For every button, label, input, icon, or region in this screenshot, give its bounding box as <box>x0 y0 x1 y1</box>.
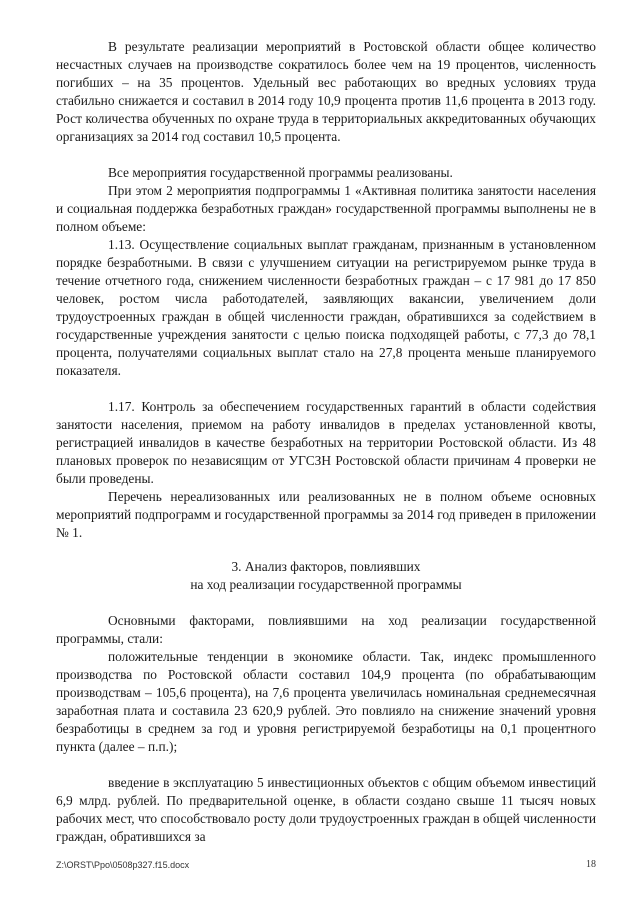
paragraph-factors-intro: Основными факторами, повлиявшими на ход реализации государственной программы, стали: <box>56 613 596 646</box>
section-heading-line1: 3. Анализ факторов, повлиявших <box>231 559 421 574</box>
footer-file-path: Z:\ORST\Ppo\0508p327.f15.docx <box>56 860 190 870</box>
paragraph-item-1-17: 1.17. Контроль за обеспечением государственных гарантий в области содействия занятости населения, приемом на работу инвалидов в пределах установленной квоты, регистрацией инвалидов в качестве безработных на территории Ростовской области. Из 48 плановых проверок по независящим от УГСЗН Ростовской области причинам 4 проверки не были проведены. <box>56 399 596 486</box>
section-heading-line2: на ход реализации государственной программы <box>190 577 462 592</box>
paragraph-investment-objects: введение в эксплуатацию 5 инвестиционных объектов с общим объемом инвестиций 6,9 млрд. рублей. По предварительной оценке, в области создано свыше 11 тысяч новых рабочих мест, что способствовало росту доли трудоустроенных граждан в общей численности граждан, обратившихся за <box>56 775 596 844</box>
paragraph-results: В результате реализации мероприятий в Ростовской области общее количество несчастных случаев на производстве сократилось более чем на 19 процентов, численность погибших – на 35 процентов. Удельный вес работающих во вредных условиях труда стабильно снижается и составил в 2014 году 10,9 процента против 11,6 процента в 2013 году. Рост количества обученных по охране труда в территориальных аккредитованных обучающих организациях за 2014 год составил 10,5 процента. <box>56 39 596 144</box>
paragraph-item-1-13: 1.13. Осуществление социальных выплат гражданам, признанным в установленном порядке безработными. В связи с улучшением ситуации на регистрируемом рынке труда в течение отчетного года, снижением численности безработных граждан – с 17 981 до 17 850 человек, ростом числа работодателей, заявляющих вакансии, увеличением доли трудоустроенных граждан в общей численности граждан, обратившихся за содействием в государственные учреждения занятости с целью поиска подходящей работы, с 77,3 до 78,1 процента, получателями социальных выплат стало на 27,8 процента меньше планируемого показателя. <box>56 237 596 378</box>
paragraph-all-implemented: Все мероприятия государственной программы реализованы. <box>108 165 453 180</box>
paragraph-appendix-ref: Перечень нереализованных или реализованных не в полном объеме основных мероприятий подпрограмм и государственной программы за 2014 год приведен в приложении № 1. <box>56 489 596 540</box>
paragraph-positive-trends: положительные тенденции в экономике области. Так, индекс промышленного производства по Ростовской области составил 104,9 процента (по обрабатывающим производствам – 105,6 процента), на 7,6 процента увеличилась номинальная среднемесячная заработная плата и составила 23 620,9 рублей. Это повлияло на снижение значений уровня безработицы в среднем за год и уровня регистрируемой безработицы на 0,1 процентного пункта (далее – п.п.); <box>56 649 596 754</box>
footer-page-number: 18 <box>586 859 596 870</box>
paragraph-incomplete-intro: При этом 2 мероприятия подпрограммы 1 «Активная политика занятости населения и социальная поддержка безработных граждан» государственной программы выполнены не в полном объеме: <box>56 183 596 234</box>
